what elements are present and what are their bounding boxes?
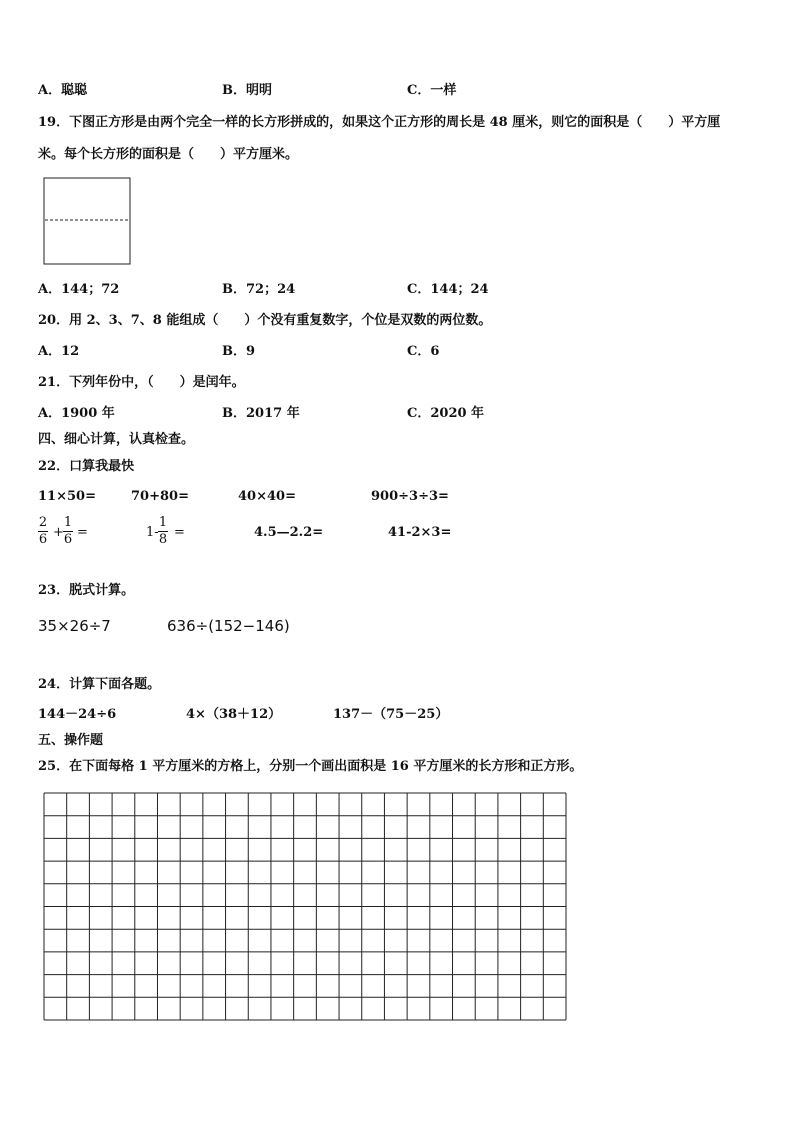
equals-sign: = — [77, 525, 88, 540]
q22-fraction-1-6 — [63, 516, 73, 547]
q22-title: 22．口算我最快 — [38, 459, 135, 474]
denominator: 6 — [63, 532, 73, 547]
numerator: 1 — [63, 515, 73, 530]
plus-sign: + — [53, 525, 64, 540]
q22-calc-1: 11×50= — [38, 489, 96, 504]
q25-text: 25．在下面每格 1 平方厘米的方格上，分别一个画出面积是 16 平方厘米的长方形和正方形。 — [38, 759, 583, 774]
q21-option-b: B．2017 年 — [222, 406, 300, 421]
q20-text: 20．用 2、3、7、8 能组成（ ）个没有重复数字，个位是双数的两位数。 — [38, 313, 492, 328]
q22-calc-2: 70+80= — [131, 489, 189, 504]
q22-calc-7: 4.5—2.2= — [254, 525, 324, 540]
q20-option-b: B．9 — [222, 344, 256, 359]
q18-option-a: A．聪聪 — [38, 83, 88, 98]
q21-text: 21．下列年份中，（ ）是闰年。 — [38, 375, 245, 390]
q19-option-a: A．144；72 — [38, 282, 120, 297]
q22-calc-4: 900÷3÷3= — [371, 489, 449, 504]
q19-option-b: B．72；24 — [222, 282, 296, 297]
q18-option-c: C．一样 — [407, 83, 457, 98]
numerator: 1 — [158, 515, 168, 530]
q19-option-c: C．144；24 — [407, 282, 489, 297]
section-4-heading: 四、细心计算，认真检查。 — [38, 432, 195, 447]
square-outline — [44, 178, 130, 264]
q25-square-grid — [43, 792, 569, 1022]
q18-option-b: B．明明 — [222, 83, 272, 98]
q22-calc-8: 41-2×3= — [388, 525, 452, 540]
q20-option-a: A．12 — [38, 344, 80, 359]
q19-text-line1: 19．下图正方形是由两个完全一样的长方形拼成的，如果这个正方形的周长是 48 厘米，则它的面积是（ ）平方厘 — [38, 115, 721, 130]
q20-option-c: C．6 — [407, 344, 440, 359]
q24-expr-3: 137－（75－25） — [333, 707, 449, 722]
q22-one-minus: 1- — [146, 525, 159, 540]
q21-option-a: A．1900 年 — [38, 406, 115, 421]
numerator: 2 — [38, 515, 48, 530]
q22-fraction-1-8 — [158, 516, 168, 547]
q23-expr-2: 636÷(152−146) — [167, 617, 290, 635]
q23-expr-1: 35×26÷7 — [38, 617, 111, 635]
q24-expr-1: 144－24÷6 — [38, 707, 117, 722]
q19-square-figure — [43, 177, 133, 267]
denominator: 8 — [158, 532, 168, 547]
denominator: 6 — [38, 532, 48, 547]
equals-sign: = — [174, 525, 185, 540]
q21-option-c: C．2020 年 — [407, 406, 485, 421]
q19-text-line2: 米。每个长方形的面积是（ ）平方厘米。 — [38, 147, 299, 162]
section-5-heading: 五、操作题 — [38, 733, 104, 748]
q24-expr-2: 4×（38＋12） — [186, 707, 282, 722]
q23-title: 23．脱式计算。 — [38, 583, 135, 598]
q22-fraction-2-6 — [38, 516, 48, 547]
q24-title: 24．计算下面各题。 — [38, 677, 161, 692]
q22-calc-3: 40×40= — [238, 489, 296, 504]
